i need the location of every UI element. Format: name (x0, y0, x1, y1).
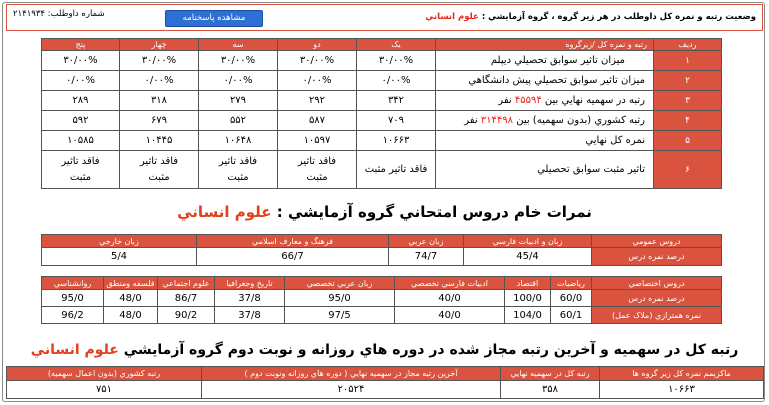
cell: ۱۰۵۹۷ (278, 131, 357, 151)
row-index: ۴ (654, 111, 722, 131)
col-header: اقتصاد (505, 277, 551, 290)
cell-line: فاقد تاثير (139, 155, 179, 167)
col-header: ماکزيمم نمره کل زير گروه ها (600, 367, 764, 381)
cell: 37/8 (215, 290, 285, 307)
col-header: رياضيات (551, 277, 592, 290)
general-courses-table (41, 234, 722, 266)
cell: ۱۰۶۴۸ (199, 131, 278, 151)
table-row (42, 290, 722, 307)
table-row (42, 131, 722, 151)
rank-table-header (42, 39, 722, 51)
header-group: علوم انساني (425, 12, 479, 22)
cell-line: مثبت (227, 171, 249, 183)
cell: ۲۷۹ (199, 91, 278, 111)
cell: 5/4 (42, 248, 197, 266)
cell: 95/0 (42, 290, 104, 307)
cell: ۱۰۴۴۵ (120, 131, 199, 151)
cell: ۰/۰۰% (278, 71, 357, 91)
row-label (436, 51, 654, 71)
cell: 66/7 (197, 248, 389, 266)
col-header: دو (278, 39, 357, 51)
cell: ۳۰/۰۰% (278, 51, 357, 71)
cell: ۵۵۲ (199, 111, 278, 131)
row-label-highlight: ۳۱۴۴۹۸ (480, 115, 514, 126)
row-label: درصد نمره درس (592, 290, 722, 307)
table-row (42, 248, 722, 266)
cell (42, 151, 120, 189)
col-header: سه (199, 39, 278, 51)
col-header: تاريخ وجغرافيا (215, 277, 285, 290)
cell (120, 151, 199, 189)
row-label-text: رتبه کشوري (بدون سهميه) بين (516, 115, 645, 126)
cell: ۳۵۸ (501, 381, 600, 399)
cell: ۱۰۶۶۳ (357, 131, 436, 151)
view-answer-sheet-button[interactable]: مشاهده پاسخنامه (165, 10, 263, 27)
cell: 37/8 (215, 307, 285, 324)
col-header: فرهنگ و معارف اسلامي (197, 235, 389, 248)
row-index: ۳ (654, 91, 722, 111)
cell: 95/0 (285, 290, 395, 307)
row-label (436, 131, 654, 151)
cell: 40/0 (395, 290, 505, 307)
row-label-tail: نفر (464, 115, 478, 126)
cell: ۳۰/۰۰% (357, 51, 436, 71)
row-label (436, 71, 654, 91)
cell: ۰/۰۰% (199, 71, 278, 91)
col-header: رديف (654, 39, 722, 51)
col-header: فلسفه ومنطق (104, 277, 158, 290)
col-header: رتبه کل در سهميه نهايي (501, 367, 600, 381)
col-header: دروس اختصاصي (592, 277, 722, 290)
cell: ۱۰۵۸۵ (42, 131, 120, 151)
final-rank-title: رتبه کل در سهميه و آخرين رتبه مجاز شده در دوره هاي روزانه و نوبت دوم گروه آزمايشي (123, 342, 739, 358)
specialized-courses-table (41, 276, 722, 324)
cell: 90/2 (158, 307, 215, 324)
cell: 45/4 (464, 248, 592, 266)
cell (278, 151, 357, 189)
row-index: ۱ (654, 51, 722, 71)
cell-line: فاقد تاثير (297, 155, 337, 167)
raw-scores-group: علوم انساني (177, 203, 272, 221)
cell: فاقد تاثير مثبت (357, 151, 436, 189)
cell: 97/5 (285, 307, 395, 324)
col-header: يک (357, 39, 436, 51)
table-row (42, 151, 722, 189)
row-label: تاثير مثبت سوابق تحصيلي (436, 151, 654, 189)
table-row (42, 307, 722, 324)
col-header: آخرين رتبه مجاز در سهميه نهايي ( دوره هاي روزانه ونوبت دوم ) (202, 367, 501, 381)
cell: 48/0 (104, 290, 158, 307)
col-header: ادبيات فارسي تخصصي (395, 277, 505, 290)
final-rank-table (6, 366, 764, 399)
cell: ۷۰۹ (357, 111, 436, 131)
cell: 96/2 (42, 307, 104, 324)
col-header: چهار (120, 39, 199, 51)
cell: ۶۷۹ (120, 111, 199, 131)
row-index: ۶ (654, 151, 722, 189)
col-header: روانشناسي (42, 277, 104, 290)
row-label-highlight: ۴۵۵۹۴ (514, 95, 542, 106)
raw-scores-title: نمرات خام دروس امتحاني گروه آزمايشي : (276, 203, 592, 221)
cell (199, 151, 278, 189)
cell: ۱۰۶۶۳ (600, 381, 764, 399)
row-label (436, 91, 654, 111)
cell: 60/0 (551, 290, 592, 307)
col-header: پنج (42, 39, 120, 51)
final-rank-header (7, 367, 764, 381)
row-label: نمره همترازي (ملاک عمل) (592, 307, 722, 324)
cell: ۳۱۸ (120, 91, 199, 111)
col-header: زبان و ادبيات فارسي (464, 235, 592, 248)
cell: ۲۹۲ (278, 91, 357, 111)
col-header: زبان خارجي (42, 235, 197, 248)
cell-line: مثبت (306, 171, 328, 183)
col-header: رتبه و نمره کل /زيرگروه (436, 39, 654, 51)
cell: ۰/۰۰% (120, 71, 199, 91)
cell-line: مثبت (69, 171, 92, 183)
final-rank-group: علوم انساني (30, 342, 119, 358)
final-rank-heading (0, 342, 769, 358)
table-row (42, 51, 722, 71)
cell: ۰/۰۰% (357, 71, 436, 91)
rank-table (41, 38, 722, 189)
cell: ۲۸۹ (42, 91, 120, 111)
cell: ۳۰/۰۰% (199, 51, 278, 71)
cell: ۳۰/۰۰% (42, 51, 120, 71)
cell: 48/0 (104, 307, 158, 324)
table-row (42, 91, 722, 111)
row-index: ۵ (654, 131, 722, 151)
cell: 86/7 (158, 290, 215, 307)
cell: ۵۸۷ (278, 111, 357, 131)
file-number: شماره داوطلب: ۲۱۴۱۹۳۴ (13, 9, 105, 19)
row-label: درصد نمره درس (592, 248, 722, 266)
header-bar (6, 4, 763, 31)
cell: 74/7 (389, 248, 464, 266)
cell: 100/0 (505, 290, 551, 307)
cell: ۵۹۲ (42, 111, 120, 131)
cell: ۳۴۲ (357, 91, 436, 111)
table-row (7, 381, 764, 399)
col-header: زبان عربي (389, 235, 464, 248)
col-header: زبان عربي تخصصي (285, 277, 395, 290)
row-index: ۲ (654, 71, 722, 91)
cell: 40/0 (395, 307, 505, 324)
row-label (436, 111, 654, 131)
cell: ۳۰/۰۰% (120, 51, 199, 71)
row-label-text: نمره کل نهايي (585, 135, 645, 146)
cell: ۰/۰۰% (42, 71, 120, 91)
cell-line: فاقد تاثير (218, 155, 258, 167)
cell-line: مثبت (148, 171, 170, 183)
cell: ۷۵۱ (7, 381, 202, 399)
cell: 60/1 (551, 307, 592, 324)
raw-scores-heading (0, 203, 769, 221)
row-label-text: رتبه در سهميه نهايي بين (544, 95, 645, 106)
row-label-tail: نفر (498, 95, 512, 106)
cell: ۲۰۵۲۴ (202, 381, 501, 399)
table-row (42, 111, 722, 131)
specialized-header (42, 277, 722, 290)
col-header: دروس عمومي (592, 235, 722, 248)
table-row (42, 71, 722, 91)
header-title-text: وضعيت رتبه و نمره کل داوطلب در هر زير گروه ، گروه آزمايشي : (481, 12, 756, 22)
general-header (42, 235, 722, 248)
row-label-text: ميزان تاثير سوابق تحصيلي ديپلم (490, 55, 625, 66)
cell-line: فاقد تاثير (61, 155, 100, 167)
col-header: رتبه کشوري (بدون اعمال سهميه) (7, 367, 202, 381)
header-title (425, 12, 756, 22)
col-header: علوم اجتماعي (158, 277, 215, 290)
row-label-text: ميزان تاثير سوابق تحصيلي پيش دانشگاهي (468, 75, 645, 86)
cell: 104/0 (505, 307, 551, 324)
